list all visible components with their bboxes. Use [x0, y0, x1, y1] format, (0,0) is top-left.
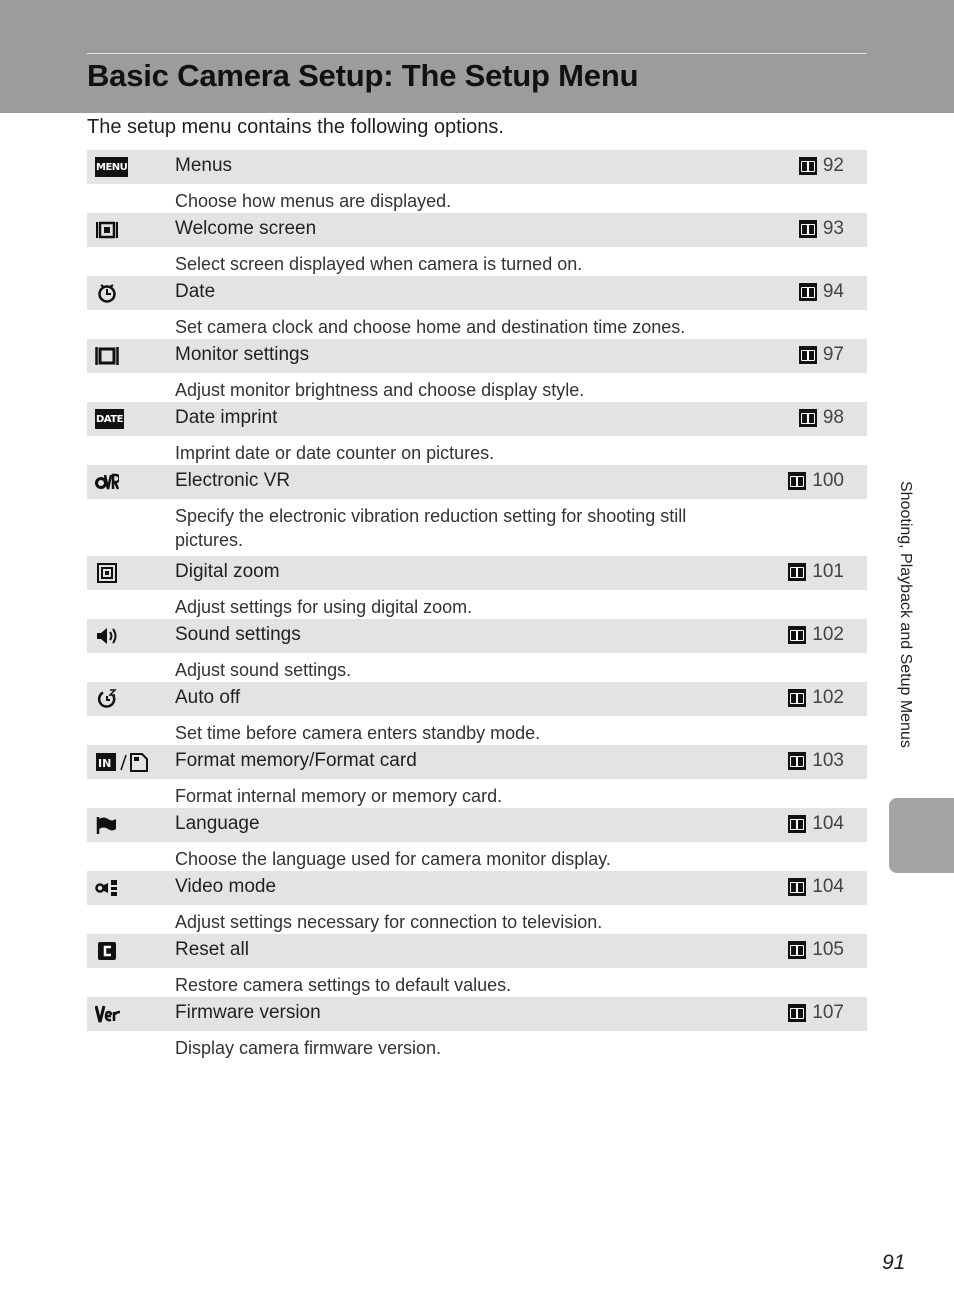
- book-reference-icon: [799, 346, 817, 364]
- item-description: Choose the language used for camera monitor display.: [175, 849, 611, 869]
- page-ref-number: 101: [812, 561, 844, 582]
- page-ref-number: 103: [812, 750, 844, 771]
- date-imprint-icon: DATE: [95, 407, 124, 431]
- book-reference-icon: [788, 472, 806, 490]
- menu-row-welcome-screen: [87, 213, 867, 247]
- item-description: Display camera firmware version.: [175, 1038, 442, 1058]
- menu-row-date: [87, 276, 867, 310]
- page-ref-number: 104: [812, 876, 844, 897]
- menu-row-firmware-version: [87, 997, 867, 1031]
- menu-row-menus: [87, 150, 867, 184]
- item-label: Language: [175, 813, 260, 834]
- monitor-icon: [95, 344, 119, 368]
- menu-row-electronic-vr: [87, 465, 867, 499]
- item-description: Adjust settings necessary for connection to television.: [175, 912, 603, 932]
- page-ref-number: 105: [812, 939, 844, 960]
- book-reference-icon: [799, 409, 817, 427]
- item-label: Digital zoom: [175, 561, 280, 582]
- page-ref-number: 98: [822, 407, 844, 428]
- page-ref-number: 104: [812, 813, 844, 834]
- book-reference-icon: [788, 626, 806, 644]
- page-reference: [799, 407, 844, 429]
- section-side-label: Shooting, Playback and Setup Menus: [897, 481, 914, 748]
- item-label: Reset all: [175, 939, 249, 960]
- book-reference-icon: [799, 220, 817, 238]
- item-description: Format internal memory or memory card.: [175, 786, 503, 806]
- page-reference: [788, 561, 844, 583]
- item-description: Adjust monitor brightness and choose display style.: [175, 380, 585, 400]
- item-description: Set camera clock and choose home and destination time zones.: [175, 317, 686, 337]
- intro-text: The setup menu contains the following options.: [87, 116, 504, 138]
- item-description: Specify the electronic vibration reduction setting for shooting still pictures.: [175, 506, 687, 550]
- reset-icon: [95, 939, 119, 963]
- item-label: Video mode: [175, 876, 277, 897]
- item-label: Format memory/Format card: [175, 750, 417, 771]
- book-reference-icon: [788, 941, 806, 959]
- header-band: [0, 0, 954, 113]
- section-tab-marker: [889, 798, 954, 873]
- page-ref-number: 97: [822, 344, 844, 365]
- page-reference: [788, 876, 844, 898]
- book-reference-icon: [788, 815, 806, 833]
- page-reference: [799, 155, 844, 177]
- item-description: Set time before camera enters standby mode.: [175, 723, 541, 743]
- book-reference-icon: [788, 1004, 806, 1022]
- speaker-icon: [95, 624, 119, 648]
- item-label: Date: [175, 281, 216, 302]
- item-label: Date imprint: [175, 407, 278, 428]
- item-label: Menus: [175, 155, 233, 176]
- digital-zoom-icon: [95, 561, 119, 585]
- book-reference-icon: [788, 689, 806, 707]
- setup-menu-table: [87, 150, 867, 1060]
- page-reference: [799, 218, 844, 240]
- page-reference: [799, 281, 844, 303]
- page-reference: [788, 624, 844, 646]
- welcome-screen-icon: [95, 218, 119, 242]
- item-description: Imprint date or date counter on pictures.: [175, 443, 495, 463]
- page-ref-number: 92: [822, 155, 844, 176]
- page-ref-number: 94: [822, 281, 844, 302]
- book-reference-icon: [788, 878, 806, 896]
- item-label: Electronic VR: [175, 470, 291, 491]
- page-ref-number: 102: [812, 687, 844, 708]
- page-reference: [799, 344, 844, 366]
- menu-row-auto-off: [87, 682, 867, 716]
- page-title: Basic Camera Setup: The Setup Menu: [87, 58, 639, 93]
- menu-row-sound-settings: [87, 619, 867, 653]
- page-reference: [788, 939, 844, 961]
- page-reference: [788, 813, 844, 835]
- item-label: Auto off: [175, 687, 241, 708]
- page-reference: [788, 470, 844, 492]
- menu-row-date-imprint: [87, 402, 867, 436]
- format-memory-icon: [95, 750, 149, 774]
- item-label: Monitor settings: [175, 344, 310, 365]
- clock-icon: [95, 281, 119, 305]
- electronic-vr-icon: [95, 470, 119, 494]
- item-description: Adjust sound settings.: [175, 660, 352, 680]
- page-reference: [788, 1002, 844, 1024]
- item-label: Firmware version: [175, 1002, 321, 1023]
- menus-icon: MENU: [95, 155, 128, 179]
- page-ref-number: 107: [812, 1002, 844, 1023]
- auto-off-icon: [95, 687, 119, 711]
- video-mode-icon: [95, 876, 119, 900]
- menu-row-reset-all: [87, 934, 867, 968]
- page-ref-number: 100: [812, 470, 844, 491]
- menu-row-format-memory: [87, 745, 867, 779]
- item-description: Restore camera settings to default values.: [175, 975, 512, 995]
- page-reference: [788, 750, 844, 772]
- menu-row-digital-zoom: [87, 556, 867, 590]
- menu-row-video-mode: [87, 871, 867, 905]
- menu-row-monitor-settings: [87, 339, 867, 373]
- page-number: 91: [882, 1251, 906, 1274]
- book-reference-icon: [799, 157, 817, 175]
- page-ref-number: 93: [822, 218, 844, 239]
- header-rule: [87, 53, 867, 54]
- item-label: Welcome screen: [175, 218, 317, 239]
- book-reference-icon: [788, 563, 806, 581]
- book-reference-icon: [799, 283, 817, 301]
- language-icon: [95, 813, 119, 837]
- item-description: Adjust settings for using digital zoom.: [175, 597, 473, 617]
- item-description: Choose how menus are displayed.: [175, 191, 452, 211]
- page-ref-number: 102: [812, 624, 844, 645]
- svg-text:IN: IN: [98, 757, 112, 770]
- menu-row-language: [87, 808, 867, 842]
- firmware-version-icon: [95, 1002, 121, 1026]
- item-label: Sound settings: [175, 624, 301, 645]
- book-reference-icon: [788, 752, 806, 770]
- page-reference: [788, 687, 844, 709]
- item-description: Select screen displayed when camera is turned on.: [175, 254, 583, 274]
